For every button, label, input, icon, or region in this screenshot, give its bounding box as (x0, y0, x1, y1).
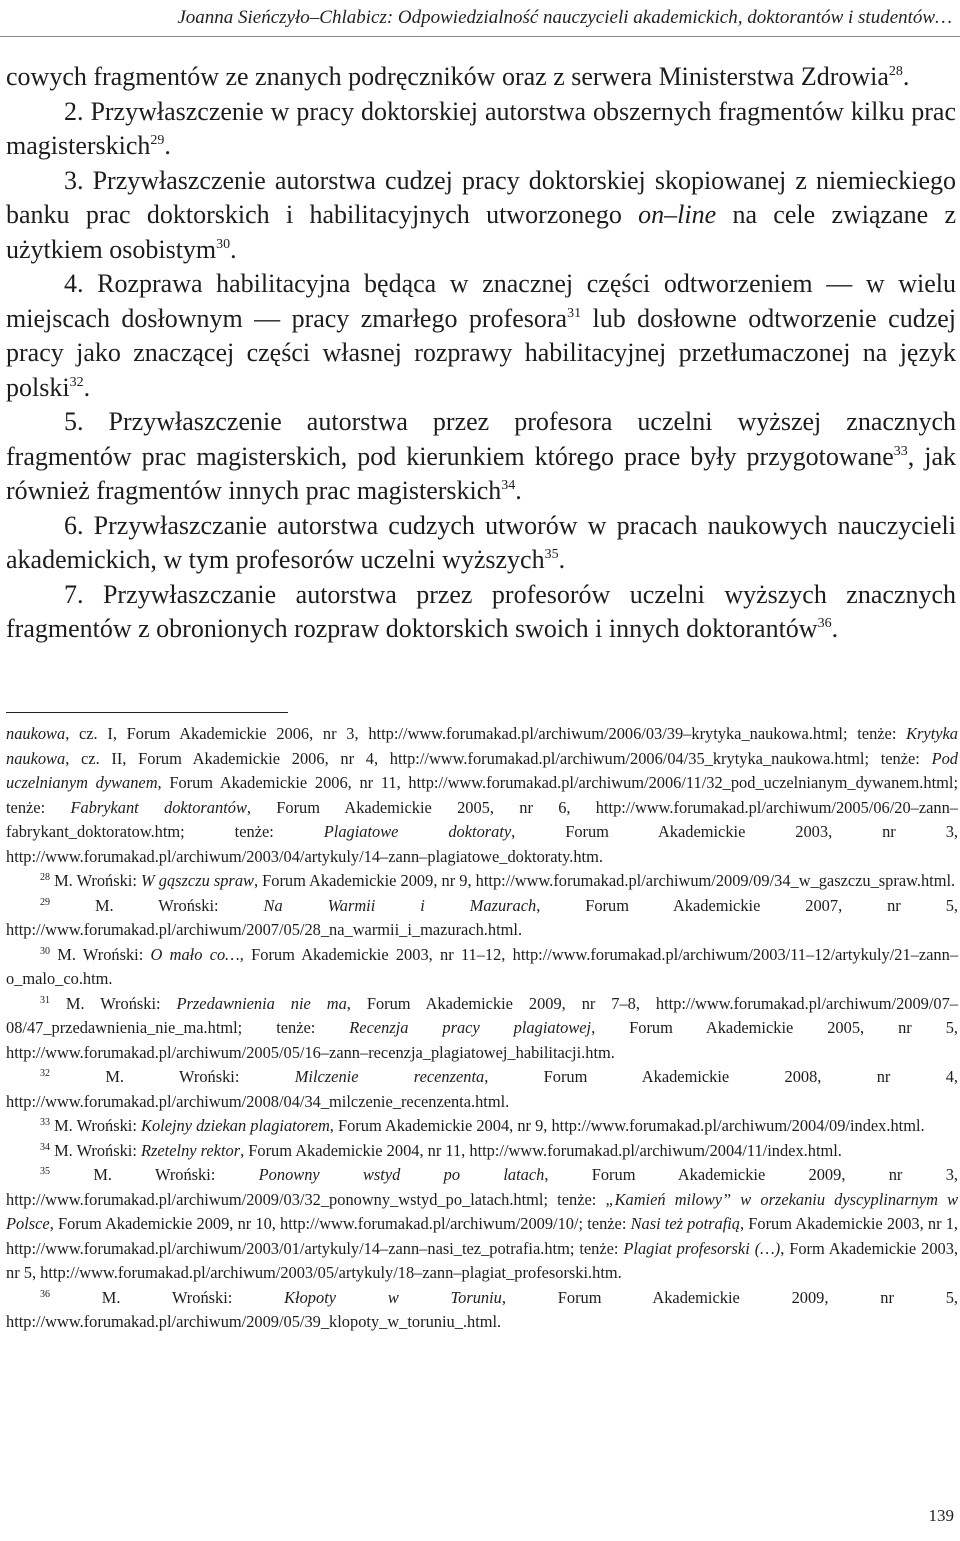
footnote-35: $^{35}$ M. Wroński: Ponowny wstyd po latach, Forum Akademickie 2009, nr 3, http://www.forumakad.pl/archiwum/2009/03/32_ponowny_wstyd_po_latach.html; tenże: „Kamień milowy” w orzekaniu dyscyplinarnym w Polsce, Forum Akademickie 2009, nr 10, http://www.forumakad.pl/archiwum/2009/10/; tenże: Nasi też potrafią, Forum Akademickie 2003, nr 1, http://www.forumakad.pl/archiwum/2003/01/artykuly/14–zann–nasi_tez_potrafia.htm; tenże: Plagiat profesorski (…), Form Akademickie 2003, nr 5, http://www.forumakad.pl/archiwum/2003/05/artykuly/18–zann–plagiat_profesorski.htm. (6, 1165, 959, 1282)
list-item-3: 3. Przywłaszczenie autorstwa cudzej pracy doktorskiej skopiowanej z niemieckiego banku prac doktorskich i habilitacyjnych utworzonego on–line na cele związane z użytkiem osobistym$^{30}$. (6, 165, 956, 264)
footnote-ref: 35 (544, 547, 559, 562)
footnote-number: 35 (40, 1166, 50, 1177)
footnote-33: $^{33}$ M. Wroński: Kolejny dziekan plagiatorem, Forum Akademickie 2004, nr 9, http://www.forumakad.pl/archiwum/2004/09/index.html. (40, 1116, 925, 1135)
footnote-ref: 31 (567, 305, 582, 321)
footnote-ref: 33 (893, 443, 908, 459)
footnote-34: $^{34}$ M. Wroński: Rzetelny rektor, Forum Akademickie 2004, nr 11, http://www.forumakad.pl/archiwum/2004/11/index.html. (40, 1140, 842, 1160)
footnote-36: $^{36}$ M. Wroński: Kłopoty w Toruniu, Forum Akademickie 2009, nr 5, http://www.forumakad.pl/archiwum/2009/05/39_klopoty_w_toruniu_.html. (6, 1287, 958, 1331)
footnote-32: $^{32}$ M. Wroński: Milczenie recenzenta, Forum Akademickie 2008, nr 4, http://www.forumakad.pl/archiwum/2008/04/34_milczenie_recenzenta.html. (6, 1067, 959, 1111)
footnote-number: 29 (40, 896, 50, 908)
footnote-separator (6, 712, 288, 713)
footnote-number: 31 (40, 994, 50, 1006)
footnote-30: $^{30}$ M. Wroński: O mało co…, Forum Akademickie 2003, nr 11–12, http://www.forumakad.pl/archiwum/2003/11–12/artykuly/21–zann–o_malo_co.htm. (6, 944, 959, 988)
list-item-4: 4. Rozprawa habilitacyjna będąca w znacznej części odtworzeniem — w wielu miejscach dosłownym — pracy zmarłego profesora$^{31}$ lub dosłowne odtworzenie cudzej pracy jako znaczącej części własnej rozprawy habilitacyjnej przetłumaczonej na język polski$^{32}$. (6, 269, 956, 402)
footnote-number: 34 (40, 1141, 50, 1153)
footnote-number: 36 (40, 1288, 50, 1300)
list-item-2: 2. Przywłaszczenie w pracy doktorskiej autorstwa obszernych fragmentów kilku prac magisterskich$^{29}$. (6, 96, 956, 160)
running-title: Joanna Sieńczyło–Chlabicz: Odpowiedzialność nauczycieli akademickich, doktorantów i studentów… (177, 7, 952, 28)
footnote-31: $^{31}$ M. Wroński: Przedawnienia nie ma, Forum Akademickie 2009, nr 7–8, http://www.forumakad.pl/archiwum/2009/07–08/47_przedawnienia_nie_ma.html; tenże: Recenzja pracy plagiatowej, Forum Akademickie 2005, nr 5, http://www.forumakad.pl/archiwum/2005/05/16–zann–recenzja_plagiatowej_habilitacji.htm. (6, 993, 959, 1062)
footnote-ref: 36 (817, 616, 832, 631)
list-item-6: 6. Przywłaszczanie autorstwa cudzych utworów w pracach naukowych nauczycieli akademickich, w tym profesorów uczelni wyższych$^{35}$. (6, 510, 956, 574)
paragraph-continuation: cowych fragmentów ze znanych podręczników oraz z serwera Ministerstwa Zdrowia$^{28}$. (6, 62, 910, 91)
list-item-7: 7. Przywłaszczanie autorstwa przez profesorów uczelni wyższych znacznych fragmentów z obronionych rozpraw doktorskich swoich i innych doktorantów$^{36}$. (6, 579, 956, 643)
footnote-29: $^{29}$ M. Wroński: Na Warmii i Mazurach, Forum Akademickie 2007, nr 5, http://www.forumakad.pl/archiwum/2007/05/28_na_warmii_i_mazurach.html. (6, 895, 958, 939)
footnote-ref: 34 (501, 478, 516, 493)
footnote-number: 32 (40, 1068, 50, 1079)
list-item-5: 5. Przywłaszczenie autorstwa przez profesora uczelni wyższej znacznych fragmentów prac magisterskich, pod kierunkiem którego prace były przygotowane$^{33}$, jak również fragmentów innych prac magisterskich$^{34}$. (6, 407, 956, 505)
footnote-continuation: naukowa, cz. I, Forum Akademickie 2006, nr 3, http://www.forumakad.pl/archiwum/2006/03/39–krytyka_naukowa.html; tenże: Krytyka naukowa, cz. II, Forum Akademickie 2006, nr 4, http://www.forumakad.pl/archiwum/2006/04/35_krytyka_naukowa.html; tenże: Pod uczelnianym dywanem, Forum Akademickie 2006, nr 11, http://www.forumakad.pl/archiwum/2006/11/32_pod_uczelnianym_dywanem.html; tenże: Fabrykant doktorantów, Forum Akademickie 2005, nr 6, http://www.forumakad.pl/archiwum/2005/06/20–zann–fabrykant_doktoratow.htm; tenże: Plagiatowe doktoraty, Forum Akademickie 2003, nr 3, http://www.forumakad.pl/archiwum/2003/04/artykuly/14–zann–plagiatowe_doktoraty.htm. (6, 724, 958, 866)
footnote-number: 30 (40, 945, 50, 957)
footnote-ref: 32 (69, 374, 84, 390)
page-number: 139 (928, 1506, 954, 1525)
footnote-ref: 28 (888, 64, 903, 79)
footnote-number: 33 (40, 1117, 50, 1128)
footnote-ref: 30 (216, 236, 231, 252)
footnote-number: 28 (40, 872, 50, 883)
footnote-ref: 29 (150, 133, 165, 148)
footnote-28: $^{28}$ M. Wroński: W gąszczu spraw, Forum Akademickie 2009, nr 9, http://www.forumakad.pl/archiwum/2009/09/34_w_gaszczu_spraw.html. (40, 871, 956, 890)
body-text (6, 60, 956, 647)
running-header (0, 4, 960, 37)
footnotes (6, 722, 958, 1335)
